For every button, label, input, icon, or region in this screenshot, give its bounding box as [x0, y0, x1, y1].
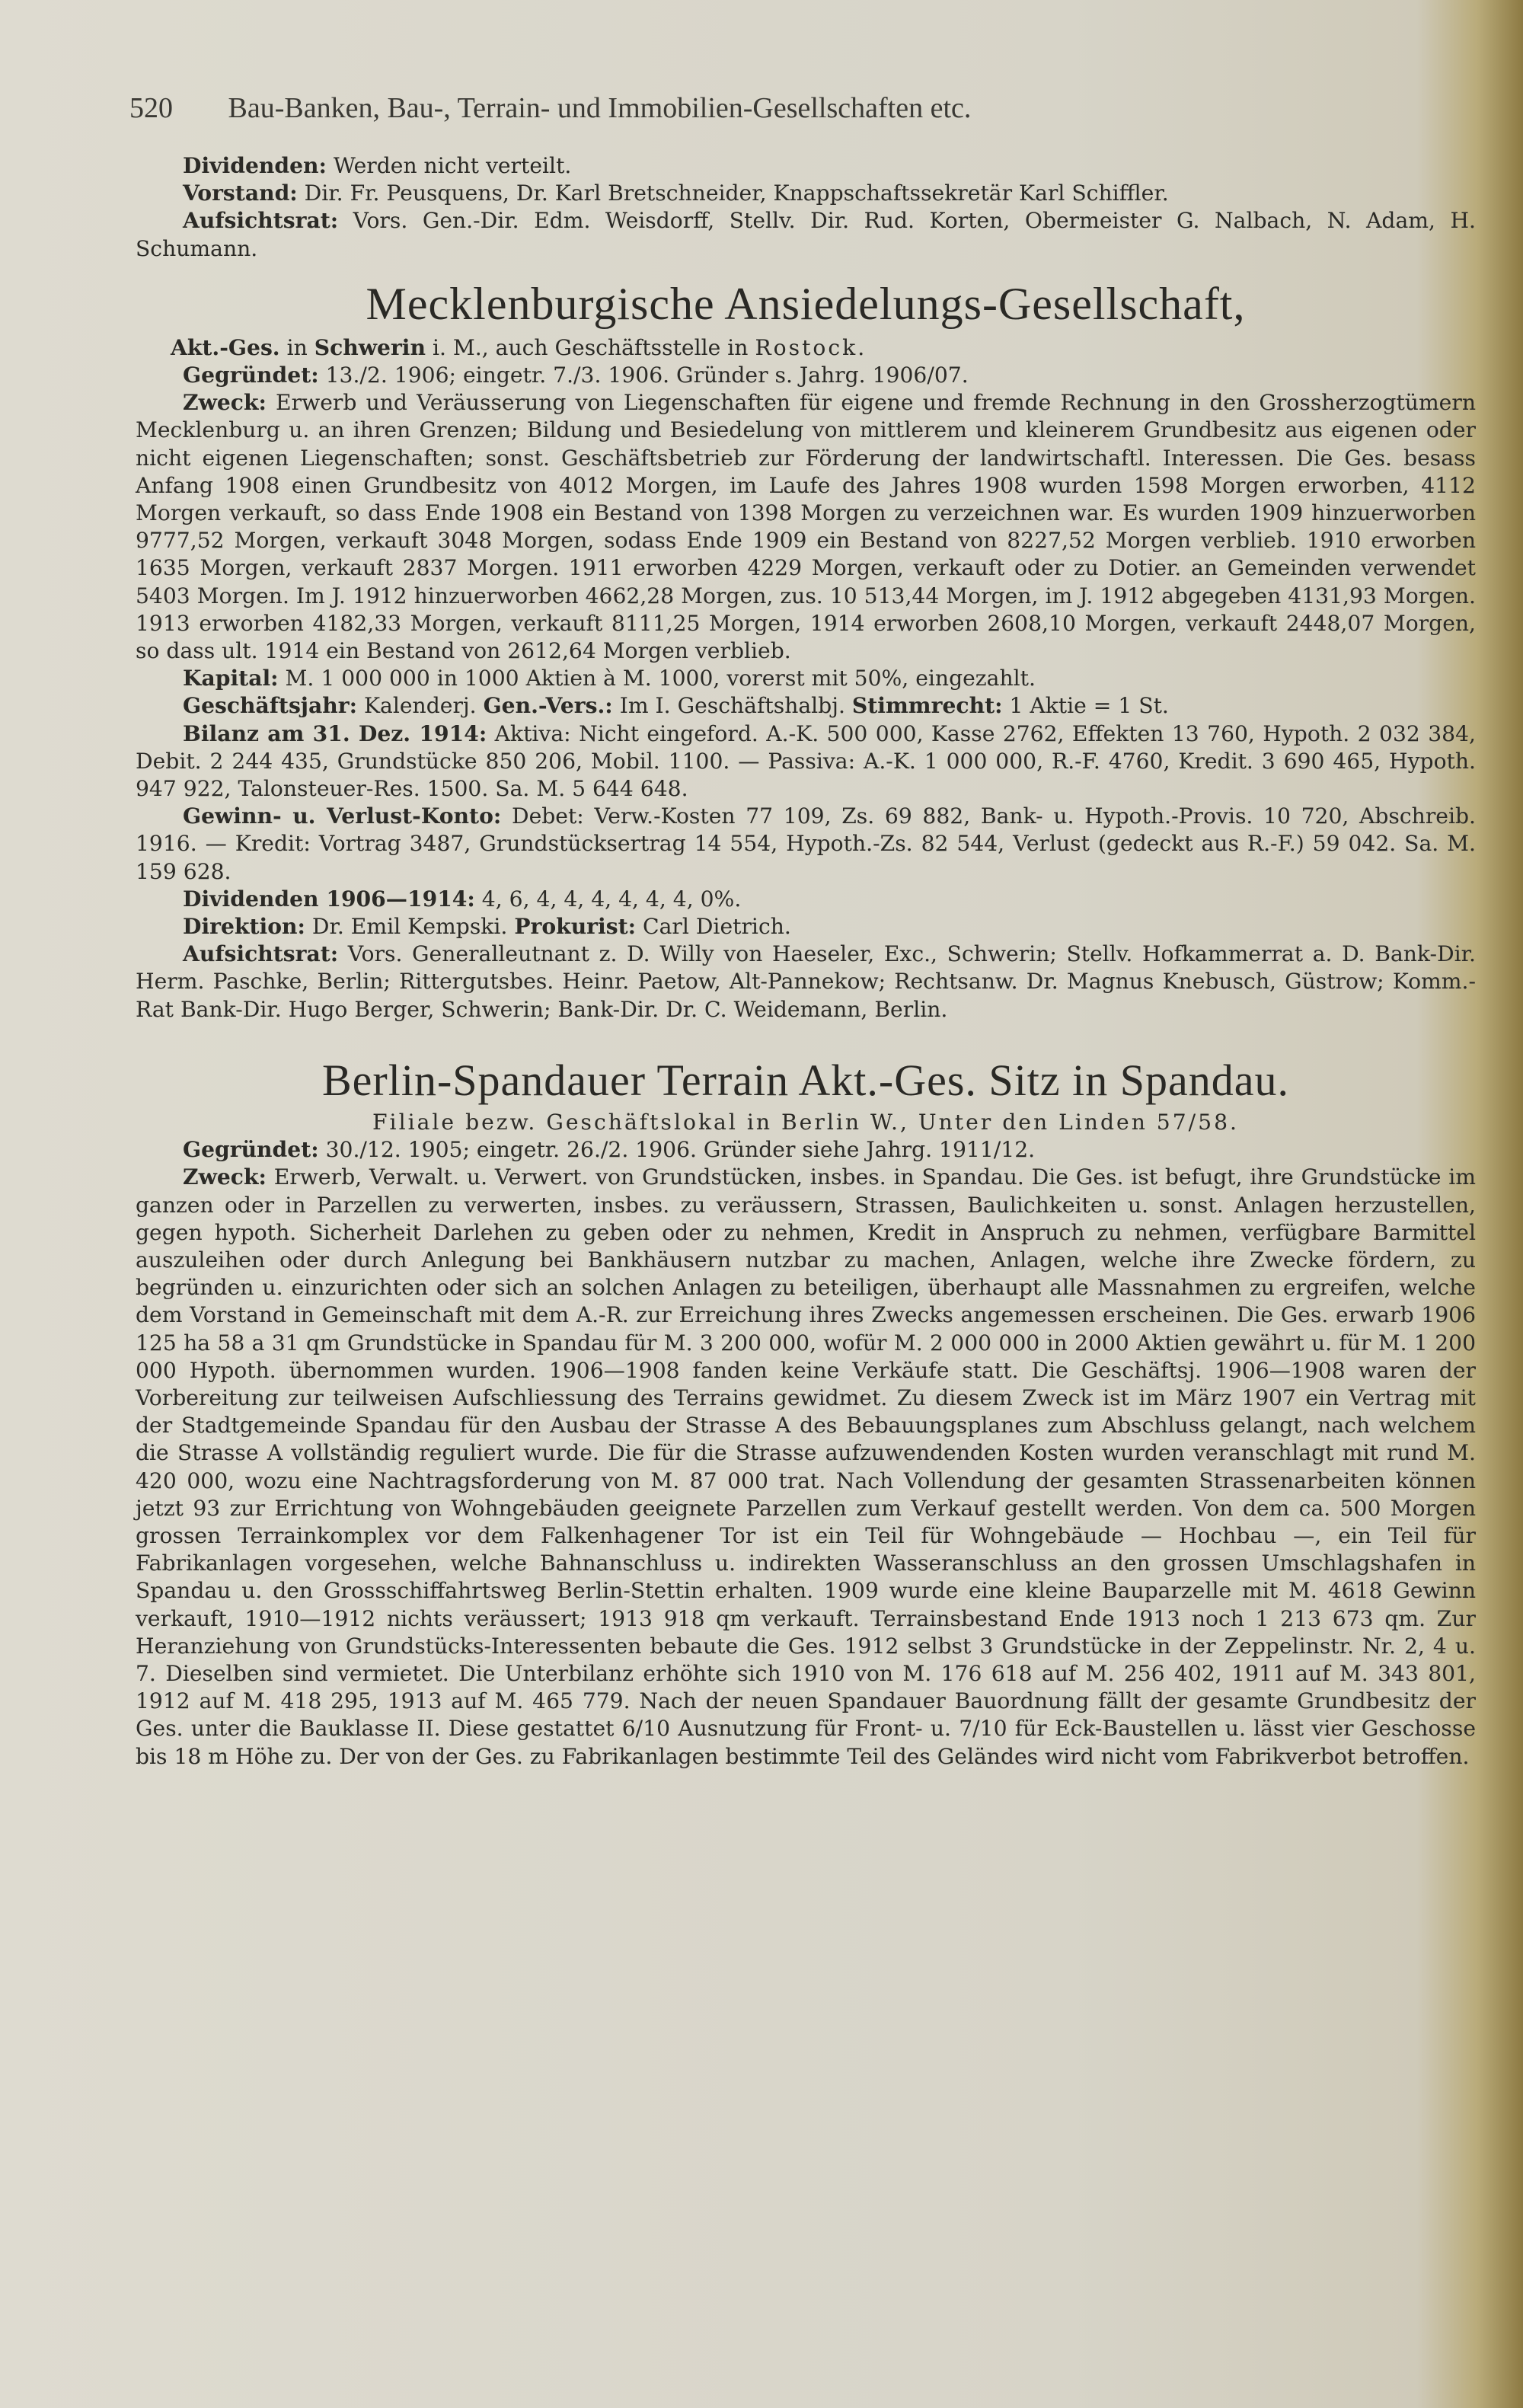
company1-zweck-text: Erwerb und Veräusserung von Liegenschaften für eigene und fremde Rechnung in den Grossherzogtümern Mecklenburg u. an ihren Grenzen; Bildung und Besiedelung von mittlerem und kleinerem Grundbesitz aus eigenen oder nicht eigenen Liegenschaften; sonst. Geschäftsbetrieb zur Förderung der landwirtschaftl. Interessen. Die Ges. besass Anfang 1908 einen Grundbesitz von 4012 Morgen, im Laufe des Jahres 1908 wurden 1598 Morgen erworben, 4112 Morgen verkauft, so dass Ende 1908 ein Bestand von 1398 Morgen zu verzeichnen war. Es wurden 1909 hinzuerworben 9777,52 Morgen, verkauft 3048 Morgen, sodass Ende 1909 ein Bestand von 8227,52 Morgen verblieb. 1910 erworben 1635 Morgen, verkauft 2837 Morgen. 1911 erworben 4229 Morgen, verkauft oder zu Dotier. an Gemeinden verwendet 5403 Morgen. Im J. 1912 hinzuerworben 4662,28 Morgen, zus. 10 513,44 Morgen, im J. 1912 abgegeben 4131,93 Morgen. 1913 erworben 4182,33 Morgen, verkauft 8111,25 Morgen, 1914 erworben 2608,10 Morgen, verkauft 2448,07 Morgen, so dass ult. 1914 ein Bestand von 2612,64 Morgen verblieb.: [136, 390, 1476, 664]
company1-genvers-label: Gen.-Vers.:: [483, 693, 613, 719]
company1-bilanz: [136, 720, 1476, 803]
company1-aufsichtsrat-text: Vors. Generalleutnant z. D. Willy von Haeseler, Exc., Schwerin; Stellv. Hofkammerrat a. D. Bank-Dir. Herm. Paschke, Berlin; Rittergutsbes. Heinr. Paetow, Alt-Pannekow; Rechtsanw. Dr. Magnus Knebusch, Güstrow; Komm.-Rat Bank-Dir. Hugo Berger, Schwerin; Bank-Dir. Dr. C. Weidemann, Berlin.: [136, 941, 1476, 1022]
company1-kapital-text: M. 1 000 000 in 1000 Aktien à M. 1000, vorerst mit 50%, eingezahlt.: [285, 666, 1036, 691]
company2-zweck-label: Zweck:: [183, 1164, 267, 1190]
company1-gewinn-label: Gewinn- u. Verlust-Konto:: [183, 803, 502, 829]
company2-gegruendet-label: Gegründet:: [183, 1137, 319, 1163]
company1-stimmrecht-label: Stimmrecht:: [851, 693, 1003, 719]
page-number: 520: [129, 92, 173, 124]
company1-aufsichtsrat-label: Aufsichtsrat:: [183, 941, 339, 967]
company1-dividenden: [136, 886, 1476, 913]
prev-aufsichtsrat: [136, 207, 1476, 262]
company1-gegruendet: [136, 362, 1476, 389]
company1-gegruendet-text: 13./2. 1906; eingetr. 7./3. 1906. Gründer s. Jahrg. 1906/07.: [325, 362, 969, 388]
company1-direktion-text: Dr. Emil Kempski.: [311, 914, 508, 940]
company1-bilanz-label: Bilanz am 31. Dez. 1914:: [183, 720, 487, 746]
company1-title: Mecklenburgische Ansiedelungs-Gesellschaft,: [366, 278, 1246, 329]
prev-aufsichtsrat-text: Vors. Gen.-Dir. Edm. Weisdorff, Stellv. Dir. Rud. Korten, Obermeister G. Nalbach, N. Adam, H. Schumann.: [136, 208, 1476, 261]
prev-dividenden-label: Dividenden:: [183, 153, 327, 178]
company1-stimmrecht-text: 1 Aktie = 1 St.: [1009, 693, 1169, 719]
company1-geschaeftsjahr: [136, 692, 1476, 720]
prev-vorstand-label: Vorstand:: [183, 180, 298, 206]
prev-dividenden-text: Werden nicht verteilt.: [333, 153, 572, 178]
prev-dividenden: [136, 152, 1476, 180]
prev-vorstand: [136, 180, 1476, 207]
company1-aufsichtsrat: [136, 941, 1476, 1024]
company1-zweck: [136, 389, 1476, 665]
page-header: [129, 91, 1485, 125]
company2-zweck-text: Erwerb, Verwalt. u. Verwert. von Grundstücken, insbes. in Spandau. Die Ges. ist befugt, ihre Grundstücke im ganzen oder in Parzellen zu verwerten, insbes. zu veräussern, Strassen, Baulichkeiten u. sonst. Anlagen herzustellen, gegen hypoth. Sicherheit Darlehen zu geben oder zu nehmen, Kredit in Anspruch zu nehmen, verfügbare Barmittel auszuleihen oder durch Anlegung bei Bankhäusern nutzbar zu machen, Anlagen, welche ihre Zwecke fördern, zu begründen u. einzurichten oder sich an solchen Anlagen zu beteiligen, überhaupt alle Massnahmen zu ergreifen, welche dem Vorstand in Gemeinschaft mit dem A.-R. zur Erreichung ihres Zwecks angemessen erscheinen. Die Ges. erwarb 1906 125 ha 58 a 31 qm Grundstücke in Spandau für M. 3 200 000, wofür M. 2 000 000 in 2000 Aktien gewährt u. für M. 1 200 000 Hypoth. übernommen wurden. 1906—1908 fanden keine Verkäufe statt. Die Geschäftsj. 1906—1908 waren der Vorbereitung zur teilweisen Aufschliessung des Terrains gewidmet. Zu diesem Zweck ist im März 1907 ein Vertrag mit der Stadtgemeinde Spandau für den Ausbau der Strasse A des Bebauungsplanes zum Abschluss gelangt, nach welchem die Strasse A vollständig reguliert wurde. Die für die Strasse aufzuwendenden Kosten wurden veranschlagt mit rund M. 420 000, wozu eine Nachtragsforderung von M. 87 000 trat. Nach Vollendung der gesamten Strassenarbeiten können jetzt 93 zur Errichtung von Wohngebäuden geeignete Parzellen zum Verkauf gestellt werden. Von dem ca. 500 Morgen grossen Terrainkomplex vor dem Falkenhagener Tor ist ein Teil für Wohngebäude — Hochbau —, ein Teil für Fabrikanlagen vorgesehen, welche Bahnanschluss u. indirekten Wasseranschluss an den grossen Umschlagshafen in Spandau u. den Grossschiffahrtsweg Berlin-Stettin erhalten. 1909 wurde eine kleine Bauparzelle mit M. 4618 Gewinn verkauft, 1910—1912 nichts veräussert; 1913 918 qm verkauft. Terrainsbestand Ende 1913 noch 1 213 673 qm. Zur Heranziehung von Grundstücks-Interessenten bebaute die Ges. 1912 selbst 3 Grundstücke in der Zeppelinstr. Nr. 2, 4 u. 7. Dieselben sind vermietet. Die Unterbilanz erhöhte sich 1910 von M. 176 618 auf M. 256 402, 1911 auf M. 343 801, 1912 auf M. 418 295, 1913 auf M. 465 779. Nach der neuen Spandauer Bauordnung fällt der gesamte Grundbesitz der Ges. unter die Bauklasse II. Diese gestattet 6/10 Ausnutzung für Front- u. 7/10 für Eck-Baustellen u. lässt vier Geschosse bis 18 m Höhe zu. Der von der Ges. zu Fabrikanlagen bestimmte Teil des Geländes wird nicht vom Fabrikverbot betroffen.: [136, 1164, 1477, 1769]
company1-subtitle-in: in: [286, 334, 308, 360]
page-body: [136, 152, 1476, 1771]
company1-geschaeftsjahr-text: Kalenderj.: [364, 693, 477, 719]
prev-vorstand-text: Dir. Fr. Peusquens, Dr. Karl Bretschneider, Knappschaftssekretär Karl Schiffler.: [304, 180, 1169, 206]
company1-prokurist-label: Prokurist:: [514, 914, 637, 940]
company1-direktion-label: Direktion:: [183, 914, 305, 940]
company1-bilanz-text: Aktiva: Nicht eingeford. A.-K. 500 000, Kasse 2762, Effekten 13 760, Hypoth. 2 032 384, Debit. 2 244 435, Grundstücke 850 206, Mobil. 1100. — Passiva: A.-K. 1 000 000, R.-F. 4760, Kredit. 3 690 465, Hypoth. 947 922, Talonsteuer-Res. 1500. Sa. M. 5 644 648.: [136, 720, 1476, 802]
company2-zweck: [136, 1164, 1476, 1770]
running-title: Bau-Banken, Bau-, Terrain- und Immobilien-Gesellschaften etc.: [228, 92, 972, 124]
company1-gewinn: [136, 803, 1476, 886]
company1-dividenden-text: 4, 6, 4, 4, 4, 4, 4, 4, 0%.: [481, 886, 742, 912]
company1-subtitle-branch: Rostock.: [755, 334, 867, 360]
company1-geschaeftsjahr-label: Geschäftsjahr:: [183, 693, 358, 719]
company2-gegruendet: [136, 1136, 1476, 1164]
prev-aufsichtsrat-label: Aufsichtsrat:: [183, 208, 339, 234]
company1-subtitle: [136, 334, 1476, 362]
company2-subtitle: Filiale bezw. Geschäftslokal in Berlin W., Unter den Linden 57/58.: [372, 1109, 1239, 1135]
company1-prokurist-text: Carl Dietrich.: [643, 914, 791, 940]
company1-subtitle-rest: i. M., auch Geschäftsstelle in: [432, 334, 749, 360]
company1-dividenden-label: Dividenden 1906—1914:: [183, 886, 475, 912]
company1-subtitle-form: Akt.-Ges.: [171, 334, 280, 360]
company1-zweck-label: Zweck:: [183, 390, 267, 416]
company1-kapital-label: Kapital:: [183, 666, 279, 691]
company1-genvers-text: Im I. Geschäftshalbj.: [619, 693, 845, 719]
company2-title: Berlin-Spandauer Terrain Akt.-Ges. Sitz in Spandau.: [321, 1055, 1290, 1105]
company1-subtitle-city: Schwerin: [314, 334, 426, 360]
company1-kapital: [136, 665, 1476, 692]
company1-direktion: [136, 913, 1476, 941]
company2-gegruendet-text: 30./12. 1905; eingetr. 26./2. 1906. Gründer siehe Jahrg. 1911/12.: [325, 1137, 1036, 1163]
company1-gegruendet-label: Gegründet:: [183, 362, 319, 388]
company1-gewinn-text: Debet: Verw.-Kosten 77 109, Zs. 69 882, Bank- u. Hypoth.-Provis. 10 720, Abschreib. 1916. — Kredit: Vortrag 3487, Grundstücksertrag 14 554, Hypoth.-Zs. 82 544, Verlust (gedeckt aus R.-F.) 59 042. Sa. M. 159 628.: [136, 803, 1476, 884]
